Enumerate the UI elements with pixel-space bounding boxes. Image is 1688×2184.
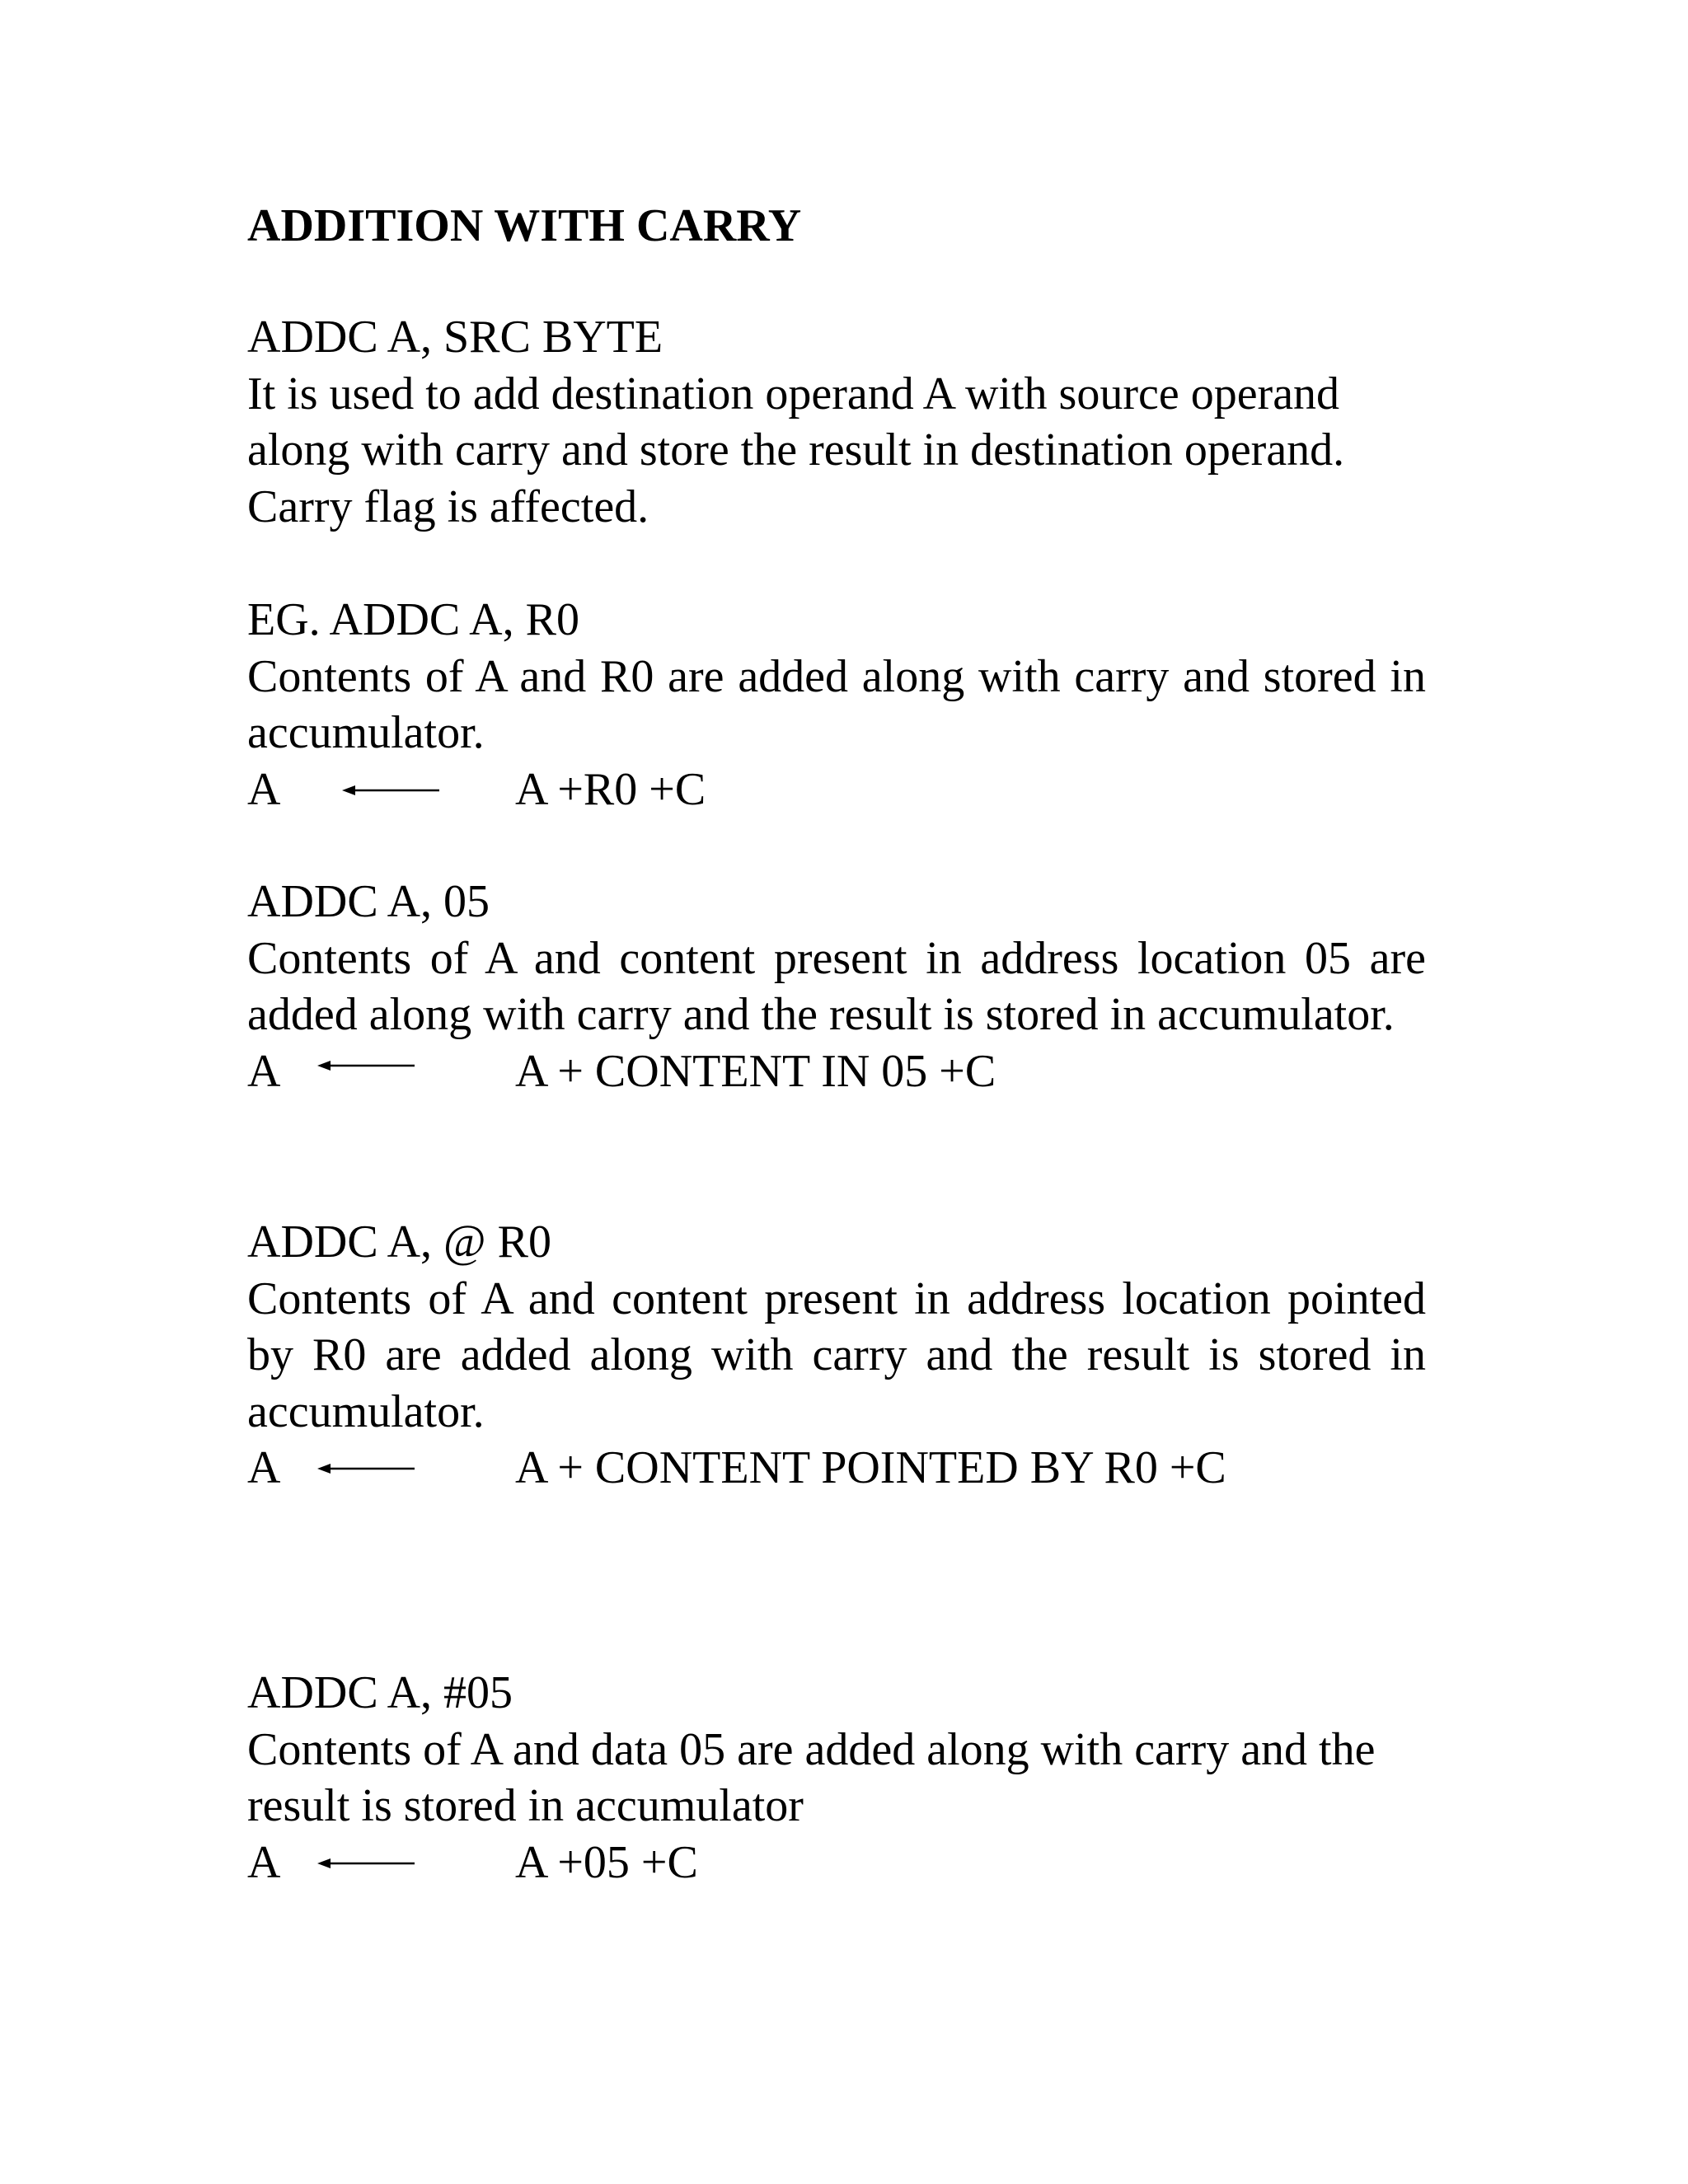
example-description: Contents of A and data 05 are added along with carry and the result is stored in accumulator [247, 1723, 1376, 1831]
syntax-section [247, 309, 1426, 535]
example-formula [247, 762, 1426, 818]
example-indirect [247, 1214, 1426, 1497]
document-page [247, 0, 1426, 2184]
left-arrow-icon [317, 1835, 416, 1891]
formula-expression: A +R0 +C [515, 763, 706, 815]
formula-expression: A + CONTENT IN 05 +C [515, 1045, 996, 1097]
example-heading: ADDC A, #05 [247, 1667, 513, 1718]
example-formula [247, 1440, 1426, 1497]
left-arrow-icon [317, 1043, 416, 1100]
formula-expression: A + CONTENT POINTED BY R0 +C [515, 1442, 1226, 1493]
example-immediate [247, 1665, 1426, 1891]
left-arrow-icon [317, 1440, 416, 1497]
example-heading: EG. ADDC A, R0 [247, 594, 579, 645]
example-description: Contents of A and R0 are added along with carry and stored in accumulator. [247, 650, 1426, 758]
syntax-heading: ADDC A, SRC BYTE [247, 312, 663, 363]
page-title: ADDITION WITH CARRY [247, 200, 802, 251]
formula-destination: A [247, 1836, 281, 1888]
formula-expression: A +05 +C [515, 1836, 698, 1888]
example-description: Contents of A and content present in address location pointed by R0 are added along with carry and the result is stored in accumulator. [247, 1272, 1426, 1437]
example-register [247, 592, 1426, 818]
formula-destination: A [247, 763, 281, 815]
formula-destination: A [247, 1045, 281, 1097]
syntax-description: It is used to add destination operand A with source operand along with carry and store the result in destination operand. Carry flag is affected. [247, 368, 1345, 532]
left-arrow-icon [342, 762, 441, 818]
example-direct [247, 874, 1426, 1099]
example-formula [247, 1043, 1426, 1100]
formula-destination: A [247, 1442, 281, 1493]
example-heading: ADDC A, @ R0 [247, 1216, 551, 1268]
example-formula [247, 1835, 1426, 1891]
example-description: Contents of A and content present in address location 05 are added along with carry and the result is stored in accumulator. [247, 932, 1426, 1040]
example-heading: ADDC A, 05 [247, 876, 490, 927]
